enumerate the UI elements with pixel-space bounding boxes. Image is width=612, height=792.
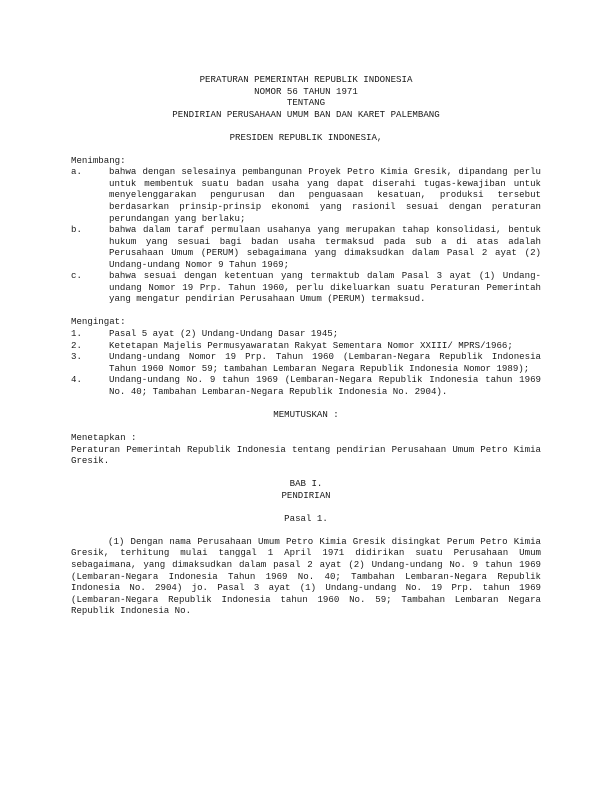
recalling-item <box>71 374 541 397</box>
chapter-name: PENDIRIAN <box>281 489 331 501</box>
recalling-item <box>71 351 541 374</box>
list-text: Pasal 5 ayat (2) Undang-Undang Dasar 1945; <box>109 328 339 340</box>
considering-item <box>71 224 541 270</box>
spacer <box>71 397 541 409</box>
list-text: Undang-undang No. 9 tahun 1969 (Lembaran-Negara Republik Indonesia tahun 1969 No. 40; Tambahan Lembaran-Negara Republik Indonesia No. 2904). <box>109 374 541 397</box>
spacer <box>71 467 541 479</box>
spacer <box>71 305 541 317</box>
list-text: Undang-undang Nomor 19 Prp. Tahun 1960 (Lembaran-Negara Republik Indonesia Tahun 1960 Nomor 59; tambahan Lembaran Negara Republik Indonesia Nomor 1989); <box>109 351 541 374</box>
list-text: bahwa sesuai dengan ketentuan yang termaktub dalam Pasal 3 ayat (1) Undang-undang Nomor 19 Prp. Tahun 1960, perlu dikeluarkan suatu Peraturan Pemerintah yang mengatur pendirian Perusahaan Umum (PERUM) termaksud. <box>109 270 541 305</box>
recalling-section <box>71 316 541 397</box>
title-line-3: TENTANG <box>286 97 326 109</box>
considering-item <box>71 166 541 224</box>
chapter-heading-block <box>71 478 541 501</box>
list-marker: 4. <box>71 374 82 386</box>
title-line-4: PENDIRIAN PERUSAHAAN UMUM BAN DAN KARET PALEMBANG <box>172 108 440 120</box>
list-text: bahwa dalam taraf permulaan usahanya yang merupakan tahap konsolidasi, bentuk hukum yang sesuai bagi badan usaha termaksud pada sub a di atas adalah Perusahaan Umum (PERUM) sebagaimana yang dimaksudkan dalam Pasal 2 ayat (2) Undang-undang Nomor 9 Tahun 1969; <box>109 224 541 270</box>
decision-heading: MEMUTUSKAN : <box>273 408 339 420</box>
list-text: bahwa dengan selesainya pembangunan Proyek Petro Kimia Gresik, dipandang perlu untuk membentuk suatu badan usaha yang dapat diserahi tugas-kewajiban untuk menyelenggarakan pengurusan dan penguasaan kesatuan, produksi tersebut berdasarkan prinsip-prinsip ekonomi yang rasionil sesuai dengan peraturan perundangan yang berlaku; <box>109 166 541 224</box>
considering-section <box>71 155 541 305</box>
stipulation-text: Peraturan Pemerintah Republik Indonesia tentang pendirian Perusahaan Umum Petro Kimia Gresik. <box>71 443 541 467</box>
spacer <box>71 501 541 513</box>
recalling-heading: Mengingat: <box>71 316 126 328</box>
stipulation-section <box>71 432 541 467</box>
list-marker: a. <box>71 166 82 178</box>
title-line-2: NOMOR 56 TAHUN 1971 <box>254 85 358 97</box>
title-line-1: PERATURAN PEMERINTAH REPUBLIK INDONESIA <box>199 74 413 85</box>
article-heading: Pasal 1. <box>284 512 328 524</box>
spacer <box>71 120 541 132</box>
chapter-number: BAB I. <box>289 478 323 490</box>
document-title-block <box>71 74 541 120</box>
list-marker: c. <box>71 270 82 282</box>
list-marker: 3. <box>71 351 82 363</box>
considering-item <box>71 270 541 305</box>
spacer <box>71 524 541 536</box>
recalling-item <box>71 328 541 340</box>
recalling-item <box>71 340 541 352</box>
issuing-authority: PRESIDEN REPUBLIK INDONESIA, <box>229 131 383 143</box>
list-marker: 1. <box>71 328 82 340</box>
spacer <box>71 420 541 432</box>
list-marker: 2. <box>71 339 82 351</box>
considering-heading: Menimbang: <box>71 154 126 166</box>
list-marker: b. <box>71 224 82 236</box>
article-paragraph: (1) Dengan nama Perusahaan Umum Petro Kimia Gresik disingkat Perum Petro Kimia Gresik, terhitung mulai tanggal 1 April 1971 didirikan suatu Perusahaan Umum sebagaimana, yang dimaksudkan dalam pasal 2 ayat (2) Undang-undang No. 9 tahun 1969 (Lembaran-Negara Indonesia Tahun 1969 No. 40; Tambahan Lembaran-Negara Republik Indonesia No. 2904) jo. Pasal 3 ayat (1) Undang-undang No. 19 Prp. tahun 1969 (Lembaran-Negara Republik Indonesia tahun 1960 No. 59; Tambahan Lembaran Negara Republik Indonesia No. <box>71 535 541 617</box>
list-text: Ketetapan Majelis Permusyawaratan Rakyat Sementara Nomor XXIII/ MPRS/1966; <box>109 339 513 351</box>
document-body <box>71 74 541 617</box>
stipulation-heading: Menetapkan : <box>71 431 137 443</box>
spacer <box>71 143 541 155</box>
